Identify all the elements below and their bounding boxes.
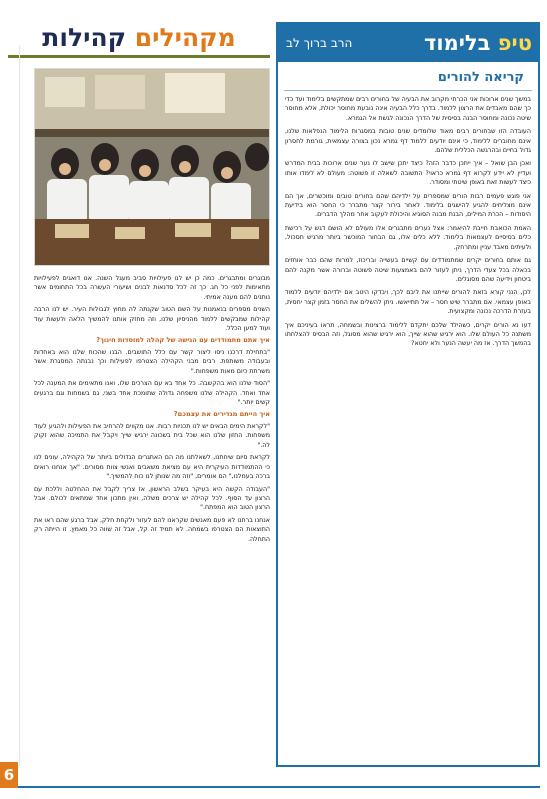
tip-paragraph: ואכן הבן שואל – איך ייתכן כדבר הזה? כיצד יתכן שישב לו נער שנים ארוכות בבית המדרש ועדיין לא יידע לקרוא דף גמרא כראוי? התשובה לשאלה זו פשוטה: מעולם לא לימדו אותו כיצד לעשות זאת באופן שיטתי ומסודר.: [285, 160, 531, 187]
bottom-rule: [18, 786, 540, 788]
community-title-word1: מקהילים: [134, 23, 236, 52]
tip-header: [278, 24, 538, 62]
community-paragraph: השנים מספרים בנאמנות על השם הטוב שקנתה לה מחוץ לגבולות העיר. יש לנו הרבה קהילות שמבקשים ללמוד מהניסיון שלנו, וזה מחזק אותנו להמשיך הלאה ולעשות עוד ועוד למען הכלל.: [34, 306, 270, 333]
margin-stripe: [0, 46, 20, 766]
tip-title-word1: טיפ: [497, 31, 532, 55]
tip-body: [278, 91, 538, 349]
community-paragraph: מבוגרים ומתבגרים. כמה כן יש לנו פעילויות סביב מעגל השנה. אנו דואגים לפעילויות מתאימות לפני כל חג. כך זה לכל סדנאות לבנים ושיעורי העשרה בכל התחומים אשר נותנים להם מענה אמיתי.: [34, 275, 270, 301]
page-number: 6: [0, 762, 18, 788]
tip-title: [424, 31, 532, 55]
tip-title-word2: בלימוד: [423, 31, 491, 55]
community-title: [8, 23, 270, 52]
tip-subtitle: קריאה להורים: [284, 62, 532, 91]
community-paragraph: לקראת סיום שיחתנו, לשאלתנו מה הם האתגרים הגדולים ביותר של הקהילה, עונים לנו כי ההתמודדות העיקרית היא עם מציאת משאבים ואנשי צוות מסורים. "אך אנחנו רואים ברכה בעמלנו," הם אומרים, "וזה מה שנותן לנו כוח להמשיך.": [34, 454, 270, 481]
community-paragraph: "הסוד שלנו הוא בהקשבה. כל אחד בא עם הצרכים שלו, ואנו מתאימים את המענה לכל אחד ואחד. הקהילה שלנו משפחה גדולה שתומכת אחד בשני, גם בשמחות וגם ברגעים קשים יותר.": [34, 380, 270, 407]
photo-illustration: [35, 69, 270, 266]
tip-paragraph: אני פוגש פעמים רבות הורים שמספרים על ילדיהם שהם בחורים טובים ומוכשרים, אך הם אינם מצליחים להגיע להישגים בלימוד. לאחר בירור קצר מתברר כי החסר הוא בידיעת היסודות – הכרת המילים, הבנת מבנה הסוגיא והיכולת לעקוב אחר מהלך הדברים.: [285, 192, 531, 219]
tip-paragraph: לכן, הנני קורא בזאת להורים שייתנו את ליבם לכך, ויבדקו היטב אם ילדיהם יודעים ללמוד באופן עצמאי. אם מתברר שיש חסר – אל תתייאשו. ניתן להשלים את החסר בזמן קצר יחסית, בעזרת הדרכה נכונה ומקצועית.: [285, 289, 531, 316]
community-subheading: איך הייתם מגדירים את עצמכם?: [173, 410, 270, 419]
tip-paragraph: במשך שנים ארוכות אני הכרתי מקרוב את הבעיה של בחורים רבים שמתקשים בלימוד ועד כדי כך שהם מאבדים את הרצון ללמוד. בדרך כלל הבעיה אינה נובעת מחוסר יכולת, אלא מחוסר שיטה נכונה ומחוסר הבנה בסיסית של הדרך הנכונה לגשת אל הגמרא.: [285, 96, 531, 122]
tip-paragraph: גם אותם בחורים יקרים שמתמודדים עם קשיים בעשייה ובריכוז, למרות שהם כבר אוחזים בכאלה בכל צעדי הדרך, ניתן לעזור להם באמצעות שיטה פשוטה וברורה אשר מקנה להם ביטחון וידיעה שהם מסוגלים.: [285, 257, 531, 283]
community-body: [34, 274, 270, 547]
tip-box: [276, 22, 540, 767]
community-paragraph: "העבודה הקשה היא בעיקר בשלב הראשון, אז צריך לקבל את ההחלטה וללכת עם הרצון עד הסוף. לכל קהילה יש צרכים משלה, ואין מתכון אחד שמתאים לכולם. אבל הרצון הטוב הוא המפתח.": [34, 485, 270, 512]
community-title-word2: קהילות: [42, 23, 127, 52]
community-header: [8, 22, 270, 58]
community-paragraph: אנחנו ברחנו לא פעם מאנשים שקראנו להם לעזור ולקחת חלק, אבל ברגע שהם ראו את התוצאות הם הצטרפו בשמחה. לא תמיד זה קל, אבל זה שווה כל מאמץ. זו הייתה רק התחלה.: [34, 516, 270, 543]
tip-paragraph: דעו נא הורים יקרים, כשהילד שלכם יתקדם ללימוד ברצינות ובשמחה, תראו בעיניכם איך משתנה כל העולם שלו. הוא ירגיש שהוא שייך, הוא ירגיש שהוא מסוגל, וזה הבסיס להצלחתו בהמשך הדרך. אז מה יעשה הנער ולא יחטא?: [285, 321, 531, 348]
tip-author: הרב ברוך לב: [286, 36, 353, 50]
tip-paragraph: העובדה הזו שבחורים רבים מאוד שלומדים שנים טובות במסגרות הלימוד הנפלאות שלנו, אינם מחוברים ללימוד, כי אינם יודעים ללמוד דף גמרא נכון בצורה עצמאית, גורמת לחסרון גדול בחיים ובהרגשה הכללית שלהם.: [285, 128, 531, 155]
community-paragraph: "לקראת הימים הבאים יש לנו תכניות רבות. אנו מקווים להרחיב את הפעילות ולהגיע לעוד משפחות. החזון שלנו הוא שכל בית בשכונה ירגיש שייך ויקבל את התמיכה שהוא זקוק לה.": [34, 423, 270, 449]
community-subheading: איך אתם מתמודדים עם הגישה של קהלה למוסדות חינוך?: [96, 336, 270, 345]
tip-paragraph: האמת הכואבת חייבת להיאמר: אצל נערים מתבגרים אלו מעולם לא הושם דגש על רכישת כלים בסיסיים לעצמאות בלימוד. ללא כלים אלו, גם הבחור המוכשר ביותר מרגיש תסכול, ולעיתים מאבד עניין ומתרחק.: [285, 224, 531, 251]
community-paragraph: "בתחילת דרכנו ניסו ליצור קשר עם כלל התושבים. הבנו שהכוח שלנו הוא באחדות ובעבודה משותפת. רבים מבני הקהילה הצטרפו לפעילות וכך נבנתה המסגרת אשר משרתת כיום מאות משפחות.": [34, 349, 270, 375]
community-photo: [34, 68, 270, 266]
